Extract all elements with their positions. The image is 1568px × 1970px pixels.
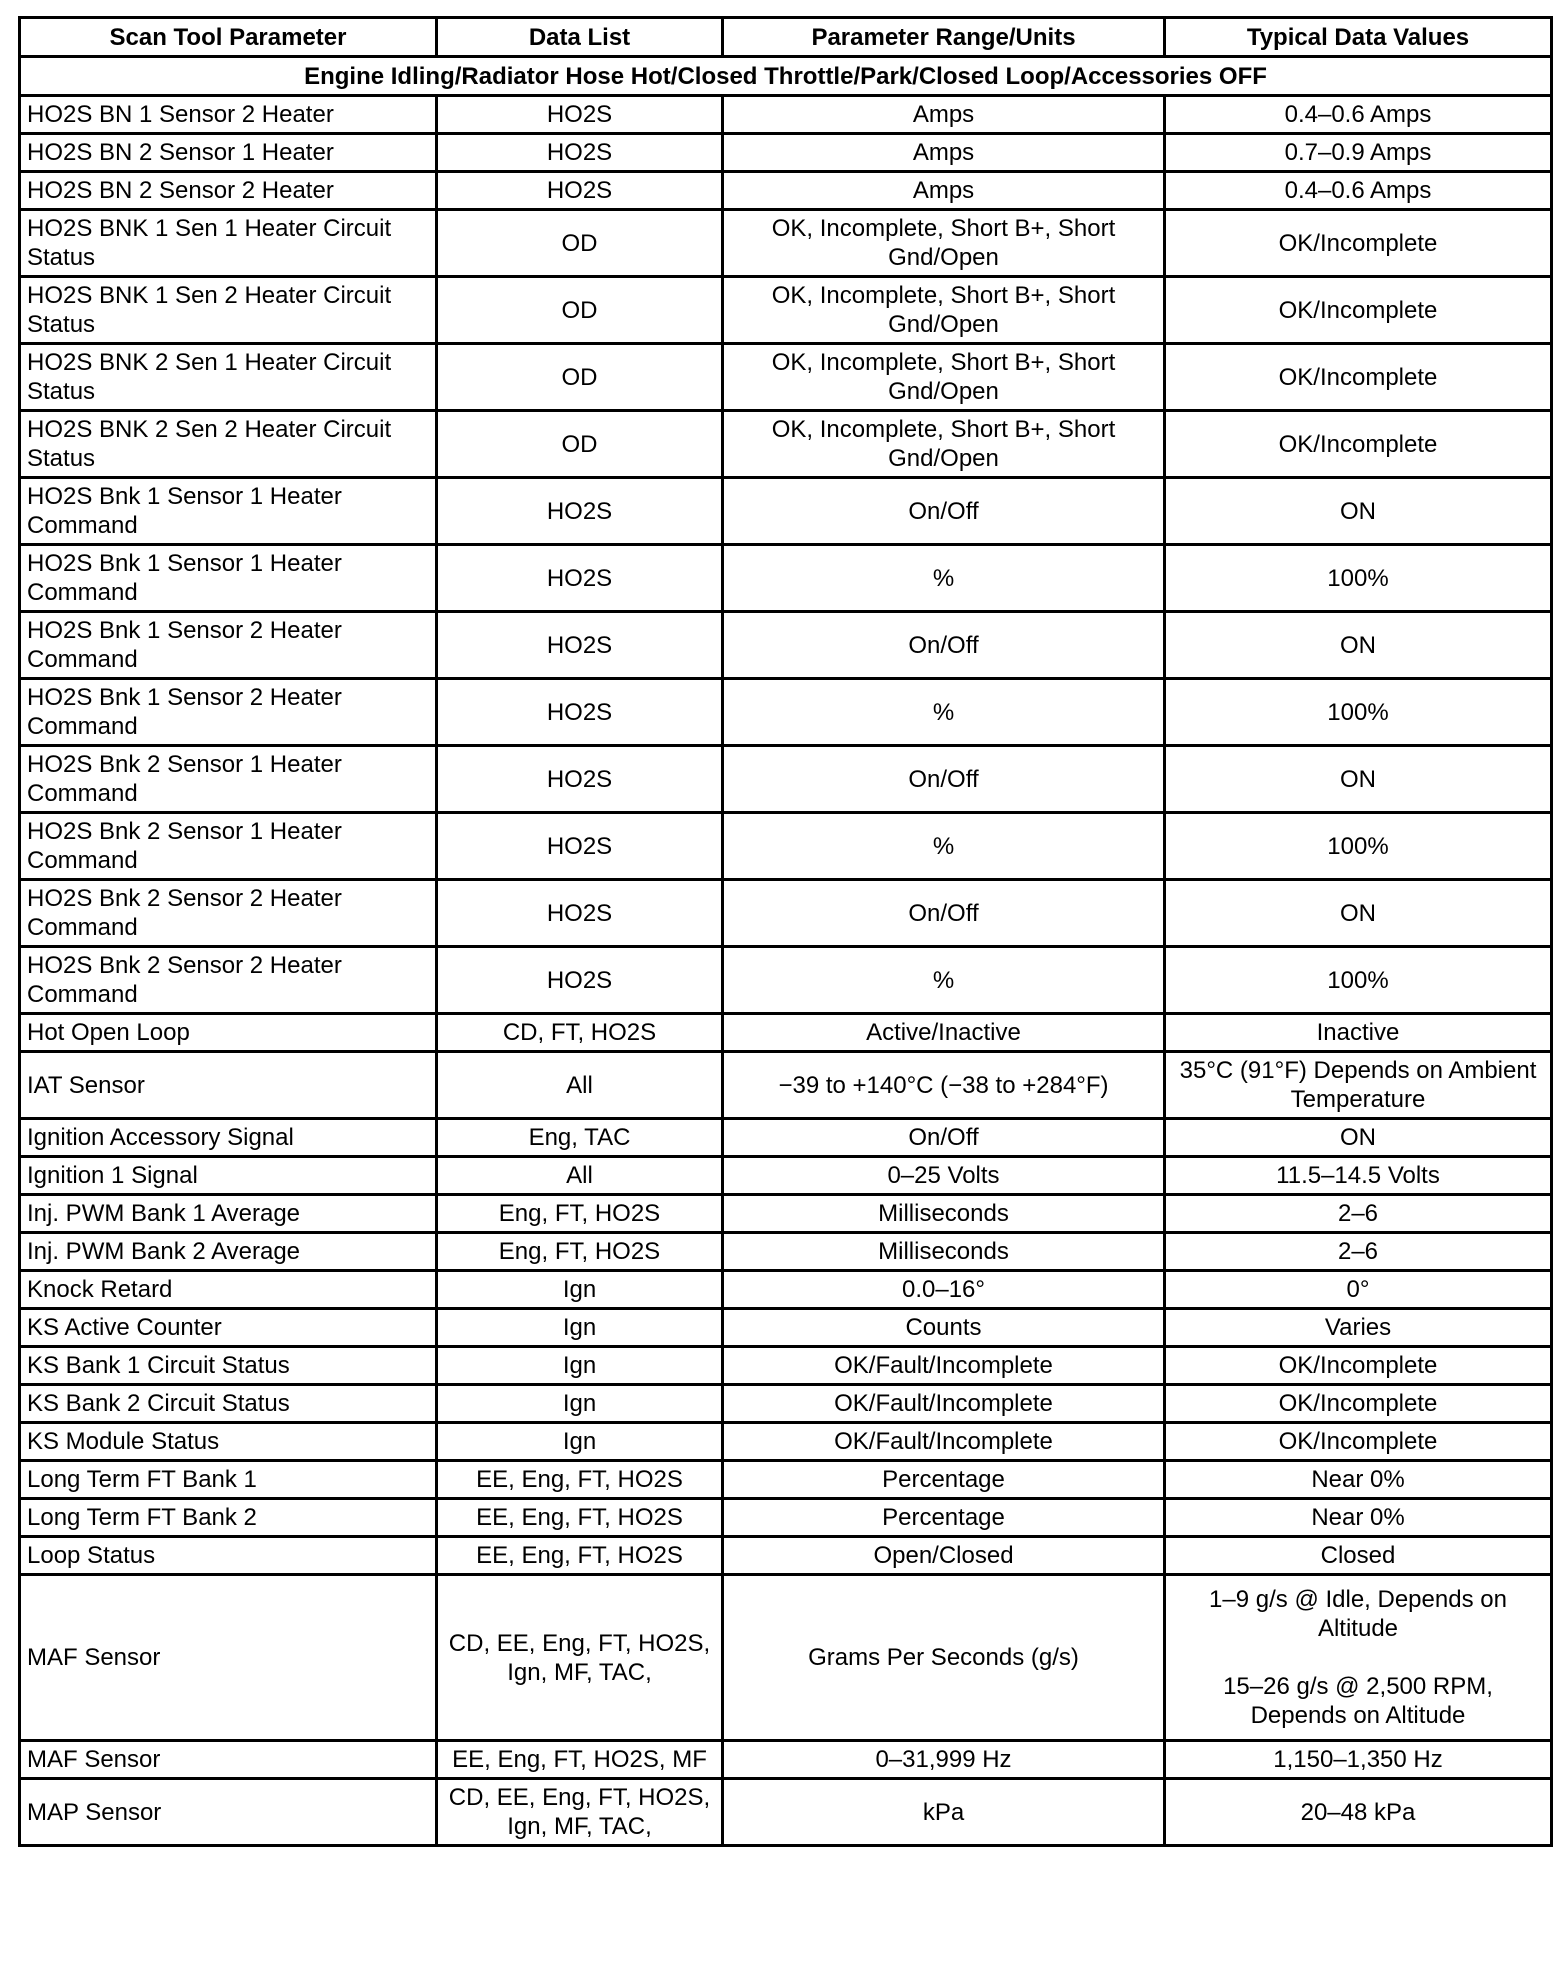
header-data-list: Data List <box>437 18 723 57</box>
table-row <box>20 813 1552 880</box>
cell-parameter: HO2S Bnk 1 Sensor 2 Heater Command <box>20 679 437 746</box>
cell-data-list: Eng, TAC <box>437 1119 723 1157</box>
cell-typical-value: Near 0% <box>1165 1461 1552 1499</box>
table-row <box>20 1423 1552 1461</box>
cell-range-units: On/Off <box>723 478 1165 545</box>
cell-range-units: % <box>723 679 1165 746</box>
cell-data-list: Eng, FT, HO2S <box>437 1195 723 1233</box>
cell-range-units: % <box>723 947 1165 1014</box>
cell-parameter: HO2S BN 2 Sensor 2 Heater <box>20 172 437 210</box>
cell-typical-value: OK/Incomplete <box>1165 411 1552 478</box>
cell-parameter: HO2S BNK 1 Sen 2 Heater Circuit Status <box>20 277 437 344</box>
cell-typical-value: 0.4–0.6 Amps <box>1165 96 1552 134</box>
table-row <box>20 947 1552 1014</box>
cell-typical-value: 0° <box>1165 1271 1552 1309</box>
cell-data-list: OD <box>437 210 723 277</box>
cell-typical-value: 2–6 <box>1165 1195 1552 1233</box>
typical-value-line: 1–9 g/s @ Idle, Depends on Altitude <box>1209 1586 1507 1642</box>
table-row <box>20 96 1552 134</box>
cell-typical-value: 100% <box>1165 545 1552 612</box>
cell-range-units: OK, Incomplete, Short B+, Short Gnd/Open <box>723 277 1165 344</box>
cell-typical-value: Varies <box>1165 1309 1552 1347</box>
cell-typical-value: ON <box>1165 746 1552 813</box>
cell-typical-value: 100% <box>1165 679 1552 746</box>
header-scan-tool-parameter: Scan Tool Parameter <box>20 18 437 57</box>
cell-data-list: HO2S <box>437 545 723 612</box>
cell-data-list: CD, FT, HO2S <box>437 1014 723 1052</box>
cell-parameter: HO2S BN 1 Sensor 2 Heater <box>20 96 437 134</box>
cell-parameter: IAT Sensor <box>20 1052 437 1119</box>
cell-range-units: On/Off <box>723 1119 1165 1157</box>
cell-typical-value: OK/Incomplete <box>1165 1385 1552 1423</box>
cell-typical-value: OK/Incomplete <box>1165 1423 1552 1461</box>
cell-data-list: OD <box>437 344 723 411</box>
table-row <box>20 1779 1552 1846</box>
cell-data-list: OD <box>437 411 723 478</box>
cell-parameter: HO2S Bnk 1 Sensor 1 Heater Command <box>20 545 437 612</box>
cell-data-list: HO2S <box>437 746 723 813</box>
table-row <box>20 411 1552 478</box>
cell-typical-value: Inactive <box>1165 1014 1552 1052</box>
cell-parameter: MAP Sensor <box>20 1779 437 1846</box>
table-row <box>20 1537 1552 1575</box>
cell-typical-value: ON <box>1165 1119 1552 1157</box>
table-row <box>20 1233 1552 1271</box>
cell-data-list: HO2S <box>437 947 723 1014</box>
table-row <box>20 1575 1552 1741</box>
typical-value-line: 15–26 g/s @ 2,500 RPM, Depends on Altitude <box>1223 1673 1493 1729</box>
line-spacer <box>1172 1643 1544 1672</box>
cell-parameter: Inj. PWM Bank 2 Average <box>20 1233 437 1271</box>
cell-data-list: HO2S <box>437 96 723 134</box>
cell-data-list: Ign <box>437 1347 723 1385</box>
cell-range-units: Percentage <box>723 1461 1165 1499</box>
cell-parameter: Knock Retard <box>20 1271 437 1309</box>
cell-range-units: OK/Fault/Incomplete <box>723 1423 1165 1461</box>
cell-parameter: MAF Sensor <box>20 1741 437 1779</box>
cell-parameter: Hot Open Loop <box>20 1014 437 1052</box>
cell-data-list: All <box>437 1157 723 1195</box>
table-row <box>20 1119 1552 1157</box>
cell-parameter: Long Term FT Bank 2 <box>20 1499 437 1537</box>
cell-typical-value: OK/Incomplete <box>1165 277 1552 344</box>
cell-data-list: Ign <box>437 1423 723 1461</box>
cell-parameter: MAF Sensor <box>20 1575 437 1741</box>
cell-range-units: On/Off <box>723 612 1165 679</box>
cell-typical-value: ON <box>1165 478 1552 545</box>
cell-data-list: HO2S <box>437 134 723 172</box>
table-row <box>20 172 1552 210</box>
cell-range-units: −39 to +140°C (−38 to +284°F) <box>723 1052 1165 1119</box>
cell-typical-value: OK/Incomplete <box>1165 344 1552 411</box>
header-parameter-range-units: Parameter Range/Units <box>723 18 1165 57</box>
cell-parameter: HO2S BN 2 Sensor 1 Heater <box>20 134 437 172</box>
table-row <box>20 1499 1552 1537</box>
cell-parameter: KS Active Counter <box>20 1309 437 1347</box>
cell-range-units: Amps <box>723 96 1165 134</box>
cell-typical-value: 2–6 <box>1165 1233 1552 1271</box>
cell-data-list: All <box>437 1052 723 1119</box>
cell-range-units: 0–31,999 Hz <box>723 1741 1165 1779</box>
cell-range-units: 0–25 Volts <box>723 1157 1165 1195</box>
cell-typical-value: 35°C (91°F) Depends on Ambient Temperature <box>1165 1052 1552 1119</box>
cell-parameter: Ignition Accessory Signal <box>20 1119 437 1157</box>
table-row <box>20 1271 1552 1309</box>
section-title: Engine Idling/Radiator Hose Hot/Closed Throttle/Park/Closed Loop/Accessories OFF <box>20 57 1552 96</box>
cell-typical-value: OK/Incomplete <box>1165 210 1552 277</box>
cell-typical-value: OK/Incomplete <box>1165 1347 1552 1385</box>
cell-data-list: HO2S <box>437 172 723 210</box>
cell-parameter: Loop Status <box>20 1537 437 1575</box>
cell-parameter: HO2S Bnk 1 Sensor 1 Heater Command <box>20 478 437 545</box>
table-row <box>20 1195 1552 1233</box>
cell-parameter: HO2S Bnk 2 Sensor 1 Heater Command <box>20 746 437 813</box>
cell-parameter: KS Bank 1 Circuit Status <box>20 1347 437 1385</box>
table-row <box>20 1461 1552 1499</box>
cell-data-list: CD, EE, Eng, FT, HO2S, Ign, MF, TAC, <box>437 1779 723 1846</box>
table-row <box>20 679 1552 746</box>
table-row <box>20 478 1552 545</box>
cell-range-units: Active/Inactive <box>723 1014 1165 1052</box>
table-row <box>20 344 1552 411</box>
cell-range-units: kPa <box>723 1779 1165 1846</box>
cell-data-list: EE, Eng, FT, HO2S, MF <box>437 1741 723 1779</box>
table-row <box>20 746 1552 813</box>
table-row <box>20 1741 1552 1779</box>
cell-typical-value: 20–48 kPa <box>1165 1779 1552 1846</box>
cell-parameter: HO2S Bnk 2 Sensor 1 Heater Command <box>20 813 437 880</box>
cell-range-units: OK/Fault/Incomplete <box>723 1385 1165 1423</box>
cell-data-list: HO2S <box>437 880 723 947</box>
table-row <box>20 277 1552 344</box>
table-row <box>20 1347 1552 1385</box>
cell-range-units: Milliseconds <box>723 1195 1165 1233</box>
cell-range-units: % <box>723 545 1165 612</box>
cell-range-units: OK, Incomplete, Short B+, Short Gnd/Open <box>723 210 1165 277</box>
table-row <box>20 1052 1552 1119</box>
cell-range-units: 0.0–16° <box>723 1271 1165 1309</box>
cell-parameter: Ignition 1 Signal <box>20 1157 437 1195</box>
table-row <box>20 134 1552 172</box>
cell-range-units: Amps <box>723 172 1165 210</box>
cell-typical-value: 11.5–14.5 Volts <box>1165 1157 1552 1195</box>
cell-data-list: EE, Eng, FT, HO2S <box>437 1461 723 1499</box>
table-row <box>20 1014 1552 1052</box>
cell-range-units: OK, Incomplete, Short B+, Short Gnd/Open <box>723 344 1165 411</box>
table-row <box>20 545 1552 612</box>
cell-typical-value: 100% <box>1165 813 1552 880</box>
cell-data-list: HO2S <box>437 478 723 545</box>
cell-parameter: HO2S Bnk 2 Sensor 2 Heater Command <box>20 947 437 1014</box>
cell-typical-value: Closed <box>1165 1537 1552 1575</box>
cell-parameter: Long Term FT Bank 1 <box>20 1461 437 1499</box>
section-row <box>20 57 1552 96</box>
cell-range-units: Grams Per Seconds (g/s) <box>723 1575 1165 1741</box>
cell-range-units: Counts <box>723 1309 1165 1347</box>
cell-typical-value: 100% <box>1165 947 1552 1014</box>
cell-typical-value: ON <box>1165 880 1552 947</box>
cell-typical-value: ON <box>1165 612 1552 679</box>
cell-range-units: Milliseconds <box>723 1233 1165 1271</box>
cell-data-list: Eng, FT, HO2S <box>437 1233 723 1271</box>
cell-data-list: Ign <box>437 1271 723 1309</box>
cell-range-units: OK/Fault/Incomplete <box>723 1347 1165 1385</box>
table-row <box>20 880 1552 947</box>
cell-data-list: HO2S <box>437 612 723 679</box>
cell-typical-value: Near 0% <box>1165 1499 1552 1537</box>
cell-typical-value: 0.4–0.6 Amps <box>1165 172 1552 210</box>
cell-parameter: Inj. PWM Bank 1 Average <box>20 1195 437 1233</box>
cell-data-list: CD, EE, Eng, FT, HO2S, Ign, MF, TAC, <box>437 1575 723 1741</box>
cell-data-list: HO2S <box>437 679 723 746</box>
header-row <box>20 18 1552 57</box>
table-row <box>20 612 1552 679</box>
cell-parameter: HO2S Bnk 1 Sensor 2 Heater Command <box>20 612 437 679</box>
cell-data-list: Ign <box>437 1309 723 1347</box>
cell-range-units: On/Off <box>723 880 1165 947</box>
cell-parameter: HO2S BNK 2 Sen 2 Heater Circuit Status <box>20 411 437 478</box>
cell-typical-value: 1,150–1,350 Hz <box>1165 1741 1552 1779</box>
header-typical-data-values: Typical Data Values <box>1165 18 1552 57</box>
cell-range-units: % <box>723 813 1165 880</box>
cell-range-units: Percentage <box>723 1499 1165 1537</box>
cell-parameter: HO2S BNK 1 Sen 1 Heater Circuit Status <box>20 210 437 277</box>
cell-parameter: KS Module Status <box>20 1423 437 1461</box>
scan-tool-data-table <box>18 16 1553 1847</box>
cell-data-list: HO2S <box>437 813 723 880</box>
cell-data-list: Ign <box>437 1385 723 1423</box>
cell-parameter: KS Bank 2 Circuit Status <box>20 1385 437 1423</box>
cell-range-units: Amps <box>723 134 1165 172</box>
table-row <box>20 1309 1552 1347</box>
cell-typical-value <box>1165 1575 1552 1741</box>
cell-typical-value: 0.7–0.9 Amps <box>1165 134 1552 172</box>
table-row <box>20 1385 1552 1423</box>
cell-range-units: OK, Incomplete, Short B+, Short Gnd/Open <box>723 411 1165 478</box>
cell-range-units: Open/Closed <box>723 1537 1165 1575</box>
cell-range-units: On/Off <box>723 746 1165 813</box>
cell-data-list: OD <box>437 277 723 344</box>
cell-data-list: EE, Eng, FT, HO2S <box>437 1537 723 1575</box>
cell-parameter: HO2S Bnk 2 Sensor 2 Heater Command <box>20 880 437 947</box>
table-row <box>20 1157 1552 1195</box>
cell-parameter: HO2S BNK 2 Sen 1 Heater Circuit Status <box>20 344 437 411</box>
table-row <box>20 210 1552 277</box>
cell-data-list: EE, Eng, FT, HO2S <box>437 1499 723 1537</box>
